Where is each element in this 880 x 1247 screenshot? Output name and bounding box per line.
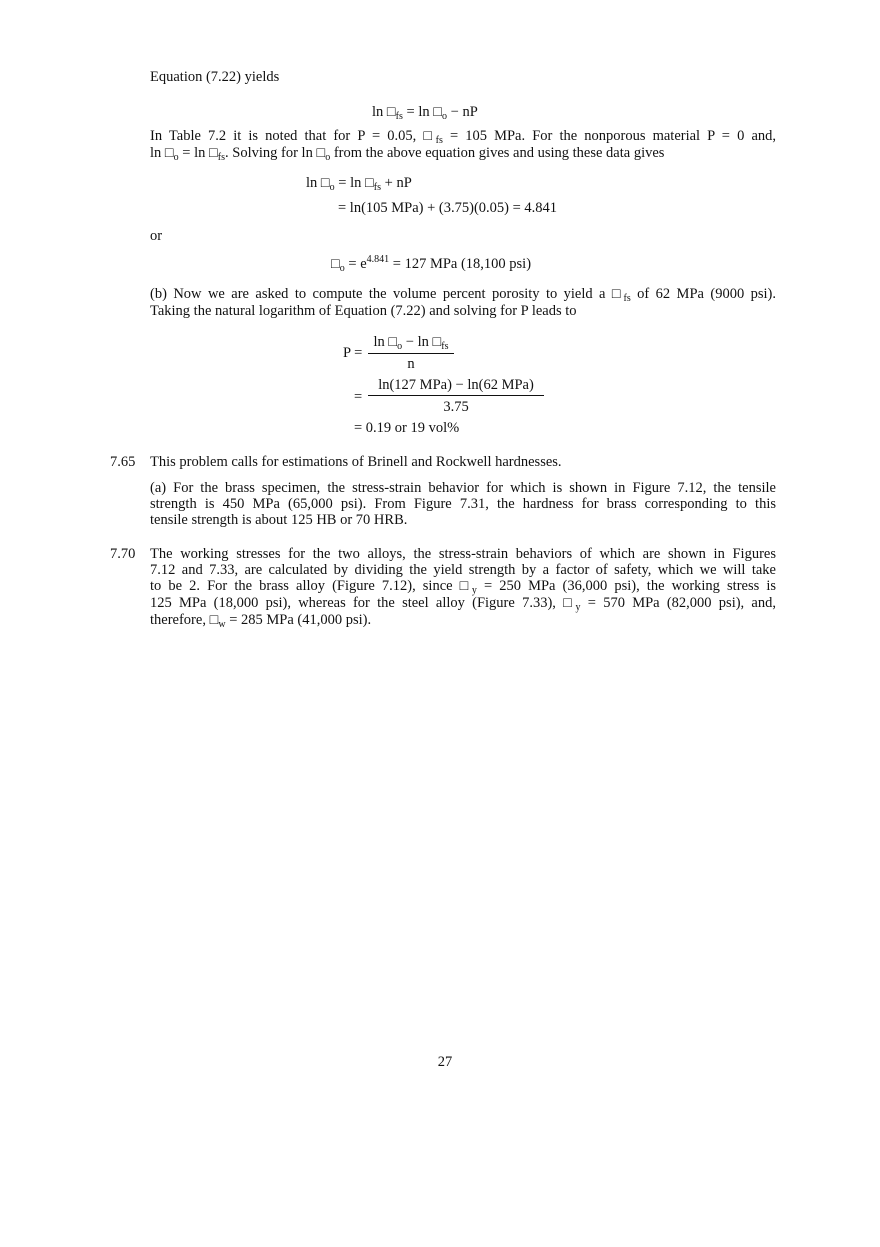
intro-text: Equation (7.22) yields <box>150 69 280 85</box>
problem-765-a-line2: strength is 450 MPa (65,000 psi). From Figure 7.31, the hardness for brass corresponding to this <box>150 496 776 512</box>
fraction-bar <box>368 353 454 354</box>
page-number: 27 <box>437 1054 453 1070</box>
problem-number-765: 7.65 <box>110 454 136 470</box>
equation-lno: $\ln □_o = \ln$ $□_{fs}$ + nP <box>306 175 412 193</box>
problem-number-770: 7.70 <box>110 546 136 562</box>
or-text: or <box>150 228 163 244</box>
problem-770-line2: 7.12 and 7.33, are calculated by dividing the yield strength by a factor of safety, which we will take <box>150 562 776 578</box>
problem-765-a-line1: (a) For the brass specimen, the stress-strain behavior for which is shown in Figure 7.12, the tensile <box>150 480 776 496</box>
equation-equals: = <box>354 389 363 405</box>
fraction2-numerator: ln(127 MPa) − ln(62 MPa) <box>378 377 534 393</box>
equation-sigma-o: $□_o = e^{4.841} = 127$ MPa (18,100 psi) <box>331 254 532 274</box>
paragraph-table-line2: $\ln □_o = \ln$ $□_{fs}$. Solving for $\ln □_o$ from the above equation gives and using these data gives <box>150 145 665 163</box>
problem-770-line1: The working stresses for the two alloys, the stress-strain behaviors of which are shown in Figures <box>150 546 776 562</box>
problem-770-line3: to be 2. For the brass alloy (Figure 7.12), since $□_y = 250$ MPa (36,000 psi), the working stress is <box>150 578 776 596</box>
problem-765-a-line3: tensile strength is about 125 HB or 70 HRB. <box>150 512 408 528</box>
equation-result: = 0.19 or 19 vol% <box>354 420 460 436</box>
fraction-numerator: $\ln □_o - \ln$ $□_{fs}$ <box>373 334 449 352</box>
paragraph-table-line1: In Table 7.2 it is noted that for P = 0.05, $□_{fs} = 105$ MPa. For the nonporous material P = 0 and, <box>150 128 777 146</box>
fraction-denominator: n <box>407 356 415 372</box>
equation-lno-result: = ln(105 MPa) + (3.75)(0.05) = 4.841 <box>338 200 558 216</box>
part-b-line2: Taking the natural logarithm of Equation (7.22) and solving for P leads to <box>150 303 577 319</box>
equation-lnfs: $\ln □_{fs} = \ln$ $□_o$ − nP <box>372 104 478 122</box>
fraction2-bar <box>368 395 544 396</box>
problem-765-intro: This problem calls for estimations of Brinell and Rockwell hardnesses. <box>150 454 562 470</box>
problem-770-line4: 125 MPa (18,000 psi), whereas for the steel alloy (Figure 7.33), $□_y = 570$ MPa (82,000 psi), and, <box>150 595 776 613</box>
equation-p-lhs: P = <box>343 345 363 361</box>
part-b-line1: (b) Now we are asked to compute the volume percent porosity to yield a $□_{fs}$ of 62 MPa (9000 psi). <box>150 286 776 304</box>
problem-770-line5: therefore, $□_w = 285$ MPa (41,000 psi). <box>150 612 372 630</box>
fraction2-denominator: 3.75 <box>443 399 469 415</box>
